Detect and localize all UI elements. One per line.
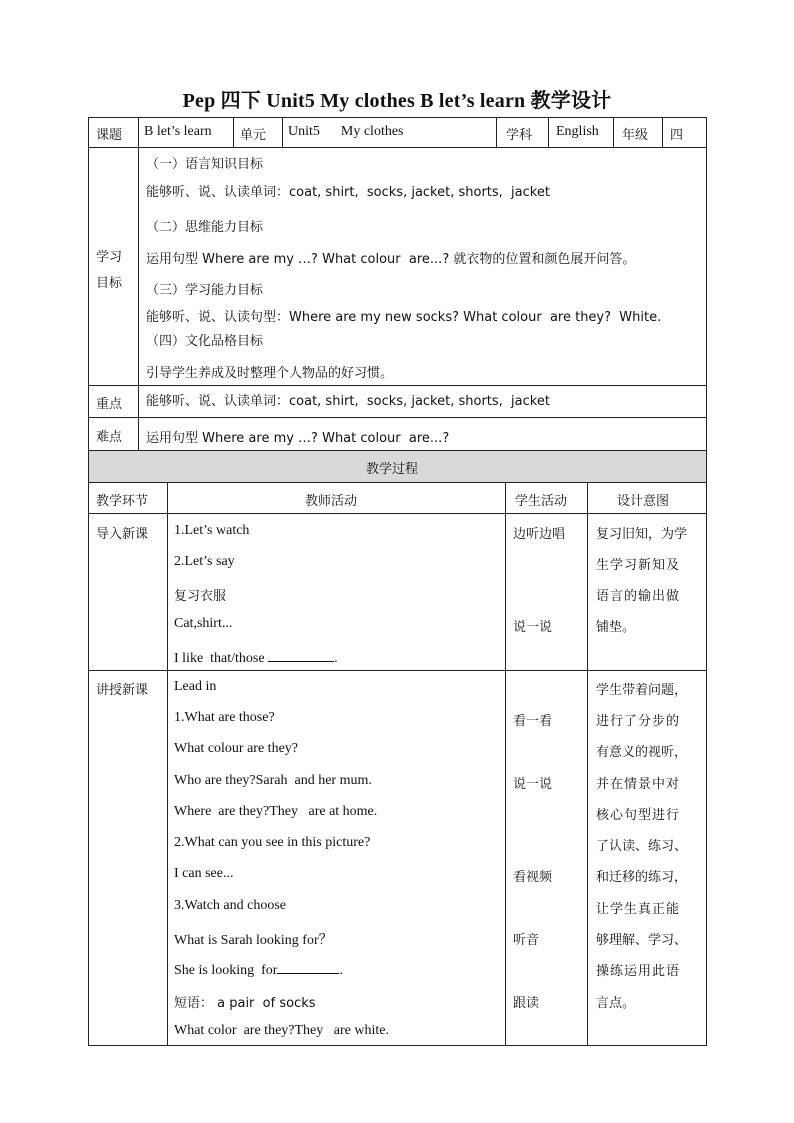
section2-intent-line: 学生带着问题，: [596, 683, 688, 698]
grade-label: 年级: [622, 128, 649, 143]
section1-teacher-text: I like that/those: [174, 651, 269, 666]
objective-line-4: 引导学生养成及时整理个人物品的好习惯。: [146, 366, 394, 381]
section1-teacher-line: 复习衣服: [174, 589, 227, 604]
section1-student-line: 边听边唱: [513, 527, 566, 542]
section1-intent-line: 铺垫。: [596, 620, 636, 635]
section2-student-line: 说一说: [513, 777, 553, 792]
grade-value: 四: [670, 128, 684, 143]
section1-intent-line: 语言的输出做: [596, 589, 681, 604]
section1-teacher-line: Cat,shirt...: [174, 616, 233, 631]
section2-student-line: 听音: [513, 933, 540, 948]
section2-teacher-line: What is Sarah looking for？: [174, 933, 333, 948]
section2-intent-line: 了认读、练习、: [596, 839, 688, 854]
objective-heading-4: （四）文化品格目标: [146, 334, 264, 349]
section2-student-line: 跟读: [513, 996, 540, 1011]
difficult-points-value: 运用句型 Where are my …? What colour are...?: [146, 431, 450, 446]
topic-value: B let’s learn: [144, 124, 212, 139]
objective-line-1: 能够听、说、认读单词：coat, shirt, socks, jacket, shorts, jacket: [146, 185, 550, 200]
objectives-label-line2: 目标: [96, 276, 123, 291]
subject-label: 学科: [506, 128, 533, 143]
document-title: Pep 四下 Unit5 My clothes B let’s learn 教学设计: [182, 90, 612, 112]
key-points-value: 能够听、说、认读单词：coat, shirt, socks, jacket, shorts, jacket: [146, 394, 550, 409]
section2-teacher-line: 短语： a pair of socks: [174, 996, 316, 1011]
section2-teacher-line: Where are they?They are at home.: [174, 804, 378, 819]
section2-student-line: 看一看: [513, 714, 553, 729]
objective-heading-3: （三）学习能力目标: [146, 283, 264, 298]
section2-intent-line: 有意义的视听，: [596, 745, 688, 760]
column-stage: 教学环节: [96, 494, 149, 509]
section2-student-line: 看视频: [513, 870, 553, 885]
section1-student-line: 说一说: [513, 620, 553, 635]
objectives-label-line1: 学习: [96, 250, 123, 265]
section2-intent-line: 和迁移的练习，: [596, 870, 688, 885]
section1-stage: 导入新课: [96, 527, 149, 542]
column-teacher: 教师活动: [305, 494, 358, 509]
objective-line-3: 能够听、说、认读句型：Where are my new socks? What colour are they? White.: [146, 310, 662, 325]
answer-blank: [277, 960, 339, 974]
section2-teacher-text: She is looking for: [174, 963, 278, 978]
section2-intent-line: 并在情景中对: [596, 777, 681, 792]
topic-label: 课题: [96, 128, 123, 143]
section2-stage: 讲授新课: [96, 683, 149, 698]
section2-teacher-line: Lead in: [174, 679, 217, 694]
section2-teacher-line: What colour are they?: [174, 741, 298, 756]
unit-label: 单元: [240, 128, 267, 143]
section2-teacher-line: What color are they?They are white.: [174, 1023, 389, 1038]
section1-teacher-line: 2.Let’s say: [174, 554, 235, 569]
section1-teacher-line-blank: [174, 648, 338, 667]
key-points-label: 重点: [96, 397, 123, 412]
objective-heading-2: （二）思维能力目标: [146, 220, 264, 235]
section2-intent-line: 言点。: [596, 996, 636, 1011]
section2-teacher-line: 1.What are those?: [174, 710, 275, 725]
section2-teacher-line: I can see...: [174, 866, 234, 881]
column-intent: 设计意图: [617, 494, 670, 509]
blank-suffix: .: [339, 963, 343, 978]
section2-intent-line: 够理解、学习、: [596, 933, 688, 948]
section2-teacher-line: 2.What can you see in this picture?: [174, 835, 371, 850]
section1-intent-line: 生学习新知及: [596, 558, 681, 573]
section2-teacher-line: 3.Watch and choose: [174, 898, 286, 913]
unit-value: Unit5 My clothes: [288, 124, 404, 139]
difficult-points-label: 难点: [96, 430, 123, 445]
column-student: 学生活动: [515, 494, 568, 509]
subject-value: English: [556, 124, 599, 139]
section2-teacher-line: Who are they?Sarah and her mum.: [174, 773, 372, 788]
answer-blank: [268, 648, 334, 662]
section1-teacher-line: 1.Let’s watch: [174, 523, 250, 538]
section2-intent-line: 核心句型进行: [596, 808, 681, 823]
objective-line-2: 运用句型 Where are my …? What colour are...? 就衣物的位置和颜色展开问答。: [146, 252, 636, 267]
section2-intent-line: 操练运用此语: [596, 964, 681, 979]
process-header: 教学过程: [366, 462, 419, 477]
section1-intent-line: 复习旧知，为学: [596, 527, 688, 542]
section2-intent-line: 进行了分步的: [596, 714, 681, 729]
blank-suffix: .: [334, 651, 338, 666]
section2-intent-line: 让学生真正能: [596, 902, 681, 917]
section2-teacher-line-blank: [174, 960, 343, 979]
objective-heading-1: （一）语言知识目标: [146, 157, 264, 172]
